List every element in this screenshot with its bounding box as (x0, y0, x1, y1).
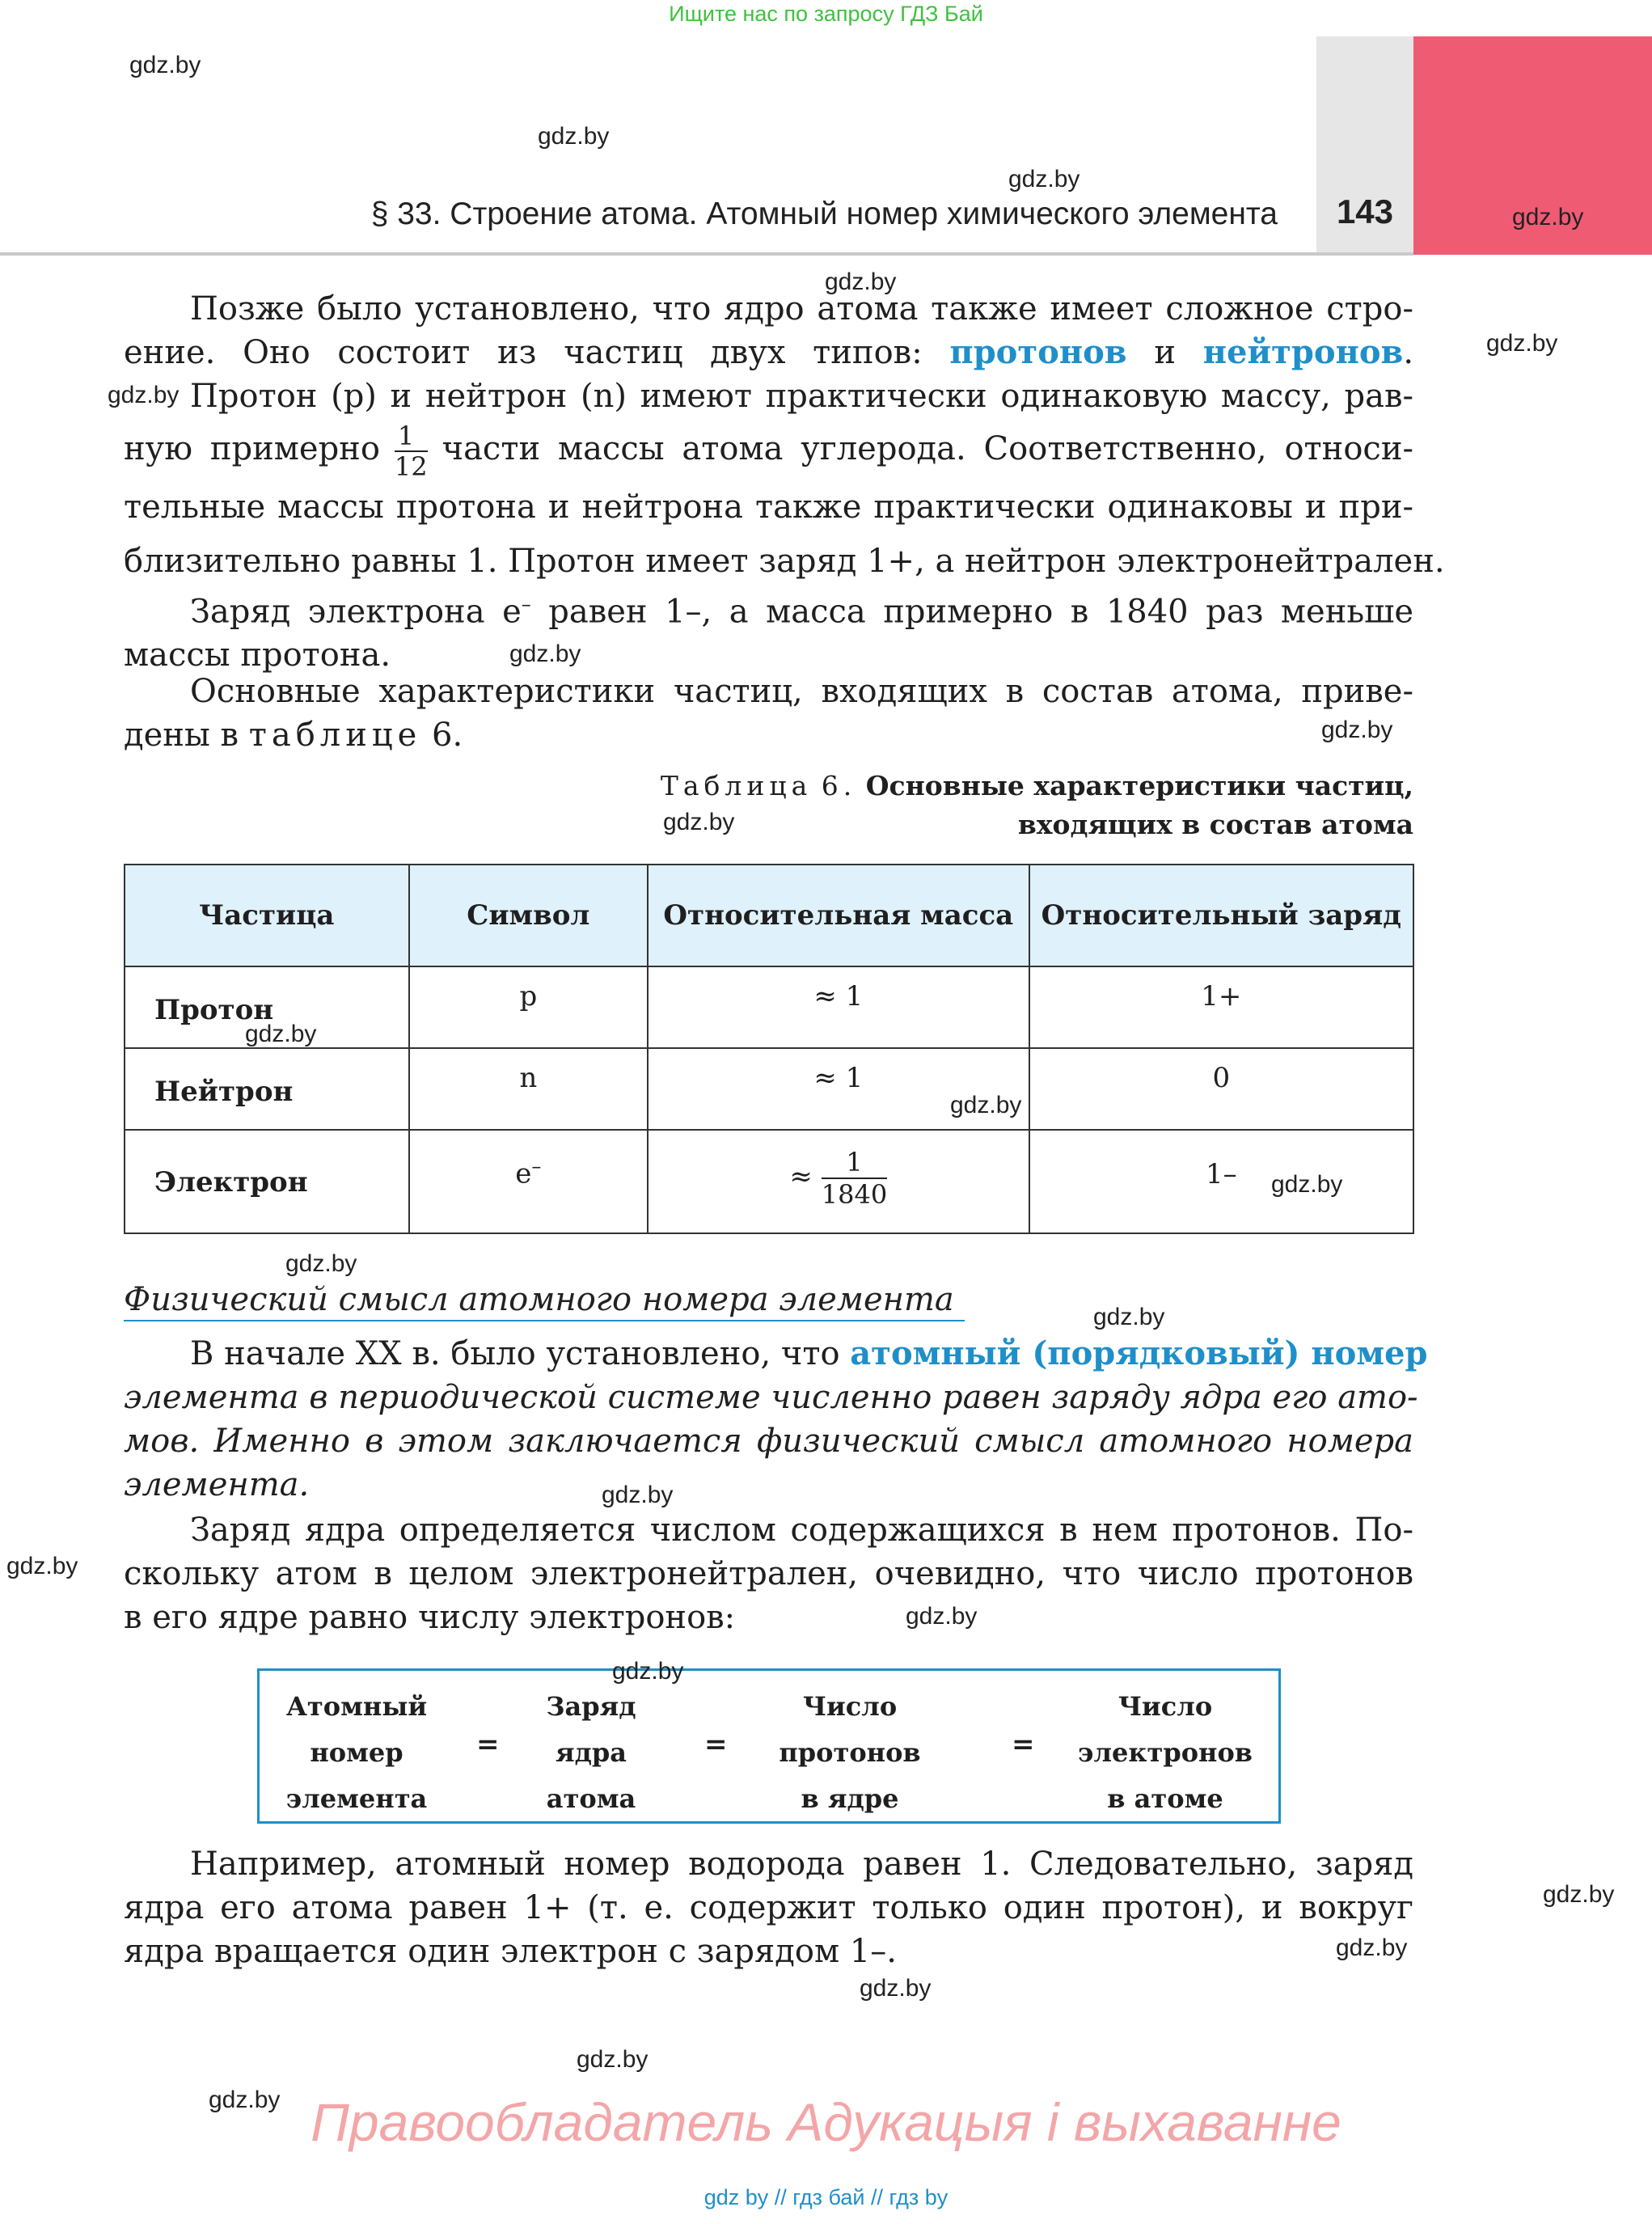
text-span: и (1154, 334, 1176, 371)
formula-line: номер (310, 1737, 403, 1768)
table-caption (631, 767, 1413, 844)
watermark-text: gdz.by (1336, 1934, 1408, 1961)
particles-table (124, 864, 1414, 1234)
watermark-text: gdz.by (1093, 1304, 1165, 1330)
table-reference: таблице (248, 717, 422, 754)
text-line: мов. Именно в этом заключается физический смысл атомного номера (124, 1423, 1413, 1460)
cell-name: Протон (125, 966, 409, 1048)
watermark-text: gdz.by (950, 1092, 1022, 1118)
text-line: в его ядре равно числу электронов: (124, 1599, 736, 1636)
paragraph-table-ref (124, 670, 1413, 757)
text-line: Заряд ядра определяется числом содержащихся в нем протонов. По- (190, 1512, 1413, 1549)
caption-text: Основные характеристики частиц, (865, 770, 1413, 801)
cell-charge: 1– (1029, 1130, 1413, 1233)
paragraph-nuclear-charge (124, 1508, 1413, 1639)
section-heading: Физический смысл атомного номера элемента (124, 1281, 954, 1318)
watermark-text: gdz.by (209, 2087, 281, 2113)
paragraph-atomic-number (124, 1332, 1428, 1507)
watermark-text: gdz.by (1008, 166, 1080, 192)
paragraph-hydrogen-example (124, 1842, 1413, 1973)
text-span: равен 1–, а масса примерно в 1840 раз меньше (548, 593, 1414, 631)
text-line: элемента. (124, 1466, 310, 1503)
text-line (124, 713, 1413, 757)
formula-line: в ядре (801, 1783, 899, 1814)
text-span: дены в (124, 717, 239, 754)
header-divider (0, 252, 1413, 256)
watermark-text: gdz.by (245, 1021, 317, 1047)
watermark-text: gdz.by (602, 1482, 674, 1508)
cell-name: Нейтрон (125, 1048, 409, 1130)
text-line: Например, атомный номер водорода равен 1. Следовательно, заряд (190, 1846, 1413, 1883)
formula-line: протонов (779, 1737, 921, 1768)
formula-protons (761, 1684, 939, 1822)
equality-box (257, 1668, 1281, 1824)
watermark-text: gdz.by (538, 123, 610, 150)
caption-line (631, 767, 1413, 805)
text-line (124, 582, 1413, 633)
text-line: элемента в периодической системе численно равен заряду ядра его ато- (124, 1379, 1418, 1416)
fraction-electron-mass (822, 1147, 887, 1210)
watermark-text: gdz.by (1543, 1881, 1615, 1908)
text-span: 6. (432, 717, 463, 754)
superscript: – (531, 1155, 542, 1178)
formula-line: Число (802, 1691, 898, 1722)
header-mass: Относительная масса (648, 865, 1029, 966)
formula-line: элемента (285, 1783, 428, 1814)
text-line (124, 418, 1413, 481)
term-protons: протонов (949, 333, 1127, 371)
text-span: ение. Оно состоит из частиц двух типов: (124, 334, 923, 371)
table-header-row (125, 865, 1413, 966)
text-line: Протон (p) и нейтрон (n) имеют практически одинаковую массу, рав- (190, 378, 1413, 415)
header-charge: Относительный заряд (1029, 865, 1413, 966)
watermark-text: gdz.by (612, 1658, 684, 1685)
cell-charge: 1+ (1029, 966, 1413, 1048)
page-number: 143 (1336, 192, 1394, 230)
watermark-text: gdz.by (906, 1603, 978, 1630)
cell-symbol: p (409, 966, 649, 1048)
watermark-text: gdz.by (663, 809, 735, 835)
fraction-denominator: 12 (394, 451, 428, 482)
section-underline (124, 1320, 965, 1321)
formula-line: Число (1118, 1691, 1213, 1722)
equals-sign: = (704, 1728, 728, 1761)
text-span: ную примерно (124, 430, 380, 467)
text-line (124, 1332, 1428, 1376)
approx-sign: ≈ (789, 1161, 813, 1193)
caption-line: входящих в состав атома (1017, 809, 1413, 840)
caption-number: 6. (821, 770, 857, 801)
watermark-text: gdz.by (6, 1553, 78, 1579)
cell-charge: 0 (1029, 1048, 1413, 1130)
watermark-text: gdz.by (108, 382, 180, 408)
text-line: Основные характеристики частиц, входящих в состав атома, приве- (190, 673, 1413, 710)
watermark-text: gdz.by (285, 1250, 357, 1277)
text-line: тельные массы протона и нейтрона также практически одинаковы и при- (124, 488, 1413, 526)
footer-links[interactable]: gdz by // гдз бай // гдз by (703, 2185, 949, 2209)
formula-line: Атомный (285, 1691, 428, 1722)
paragraph-electron (124, 582, 1413, 677)
text-line: массы протона. (124, 636, 391, 674)
watermark-text: gdz.by (860, 1975, 932, 2002)
watermark-text: gdz.by (1486, 330, 1558, 357)
cell-mass: ≈ 1 (648, 966, 1029, 1048)
term-neutrons: нейтронов (1202, 333, 1404, 371)
text-span: В начале XX в. было установлено, что (190, 1335, 840, 1372)
text-line: скольку атом в целом электронейтрален, очевидно, что число протонов (124, 1555, 1413, 1592)
formula-atomic-number (276, 1684, 437, 1822)
table-row (125, 966, 1413, 1048)
formula-line: в атоме (1107, 1783, 1223, 1814)
formula-line: электронов (1077, 1737, 1253, 1768)
text-span: части массы атома углерода. Соответственно, относи- (442, 430, 1413, 467)
formula-electrons (1060, 1684, 1270, 1822)
header-symbol: Символ (409, 865, 649, 966)
cell-mass: ≈ 1 (648, 1048, 1029, 1130)
equals-sign: = (476, 1728, 500, 1761)
superscript: – (521, 593, 531, 615)
watermark-text: gdz.by (1271, 1171, 1343, 1198)
watermark-text: gdz.by (1321, 717, 1393, 743)
symbol-text: e (515, 1157, 532, 1190)
caption-label: Таблица (660, 770, 813, 801)
header-particle: Частица (125, 865, 409, 966)
fraction-numerator: 1 (395, 421, 428, 452)
formula-nuclear-charge (518, 1684, 664, 1822)
watermark-text: gdz.by (825, 268, 897, 295)
copyright-notice: Правообладатель Адукацыя і выхаванне (311, 2092, 1341, 2152)
text-span: Заряд электрона e (190, 593, 522, 631)
fraction-numerator: 1 (822, 1147, 887, 1179)
text-line: Позже было установлено, что ядро атома также имеет сложное стро- (190, 290, 1413, 328)
cell-mass (648, 1130, 1029, 1233)
cell-symbol: n (409, 1048, 649, 1130)
paragraph-nucleus (124, 287, 1445, 590)
table-row (125, 1130, 1413, 1233)
text-line: ение. Оно состоит из частиц двух типов: протонов и нейтронов. (124, 333, 1414, 371)
formula-line: атома (546, 1783, 636, 1814)
table-row (125, 1048, 1413, 1130)
watermark-text: gdz.by (1512, 204, 1584, 230)
fraction-one-twelfth (395, 421, 428, 481)
watermark-text: gdz.by (577, 2046, 649, 2073)
text-line: ядра вращается один электрон с зарядом 1–. (124, 1933, 897, 1970)
running-title: § 33. Строение атома. Атомный номер химического элемента (370, 197, 1278, 231)
text-line: близительно равны 1. Протон имеет заряд 1+, а нейтрон электронейтрален. (124, 543, 1445, 580)
search-hint-link[interactable]: Ищите нас по запросу ГДЗ Бай (669, 2, 983, 26)
fraction-denominator: 1840 (821, 1179, 888, 1210)
term-atomic-number: атомный (порядковый) номер (850, 1334, 1428, 1372)
equals-sign: = (1012, 1728, 1035, 1761)
watermark-text: gdz.by (509, 641, 581, 667)
formula-line: ядра (555, 1737, 627, 1768)
cell-symbol (409, 1130, 649, 1233)
watermark-text: gdz.by (129, 52, 201, 78)
formula-line: Заряд (546, 1691, 636, 1722)
text-line: ядра его атома равен 1+ (т. е. содержит только один протон), и вокруг (124, 1889, 1413, 1926)
cell-name: Электрон (125, 1130, 409, 1233)
